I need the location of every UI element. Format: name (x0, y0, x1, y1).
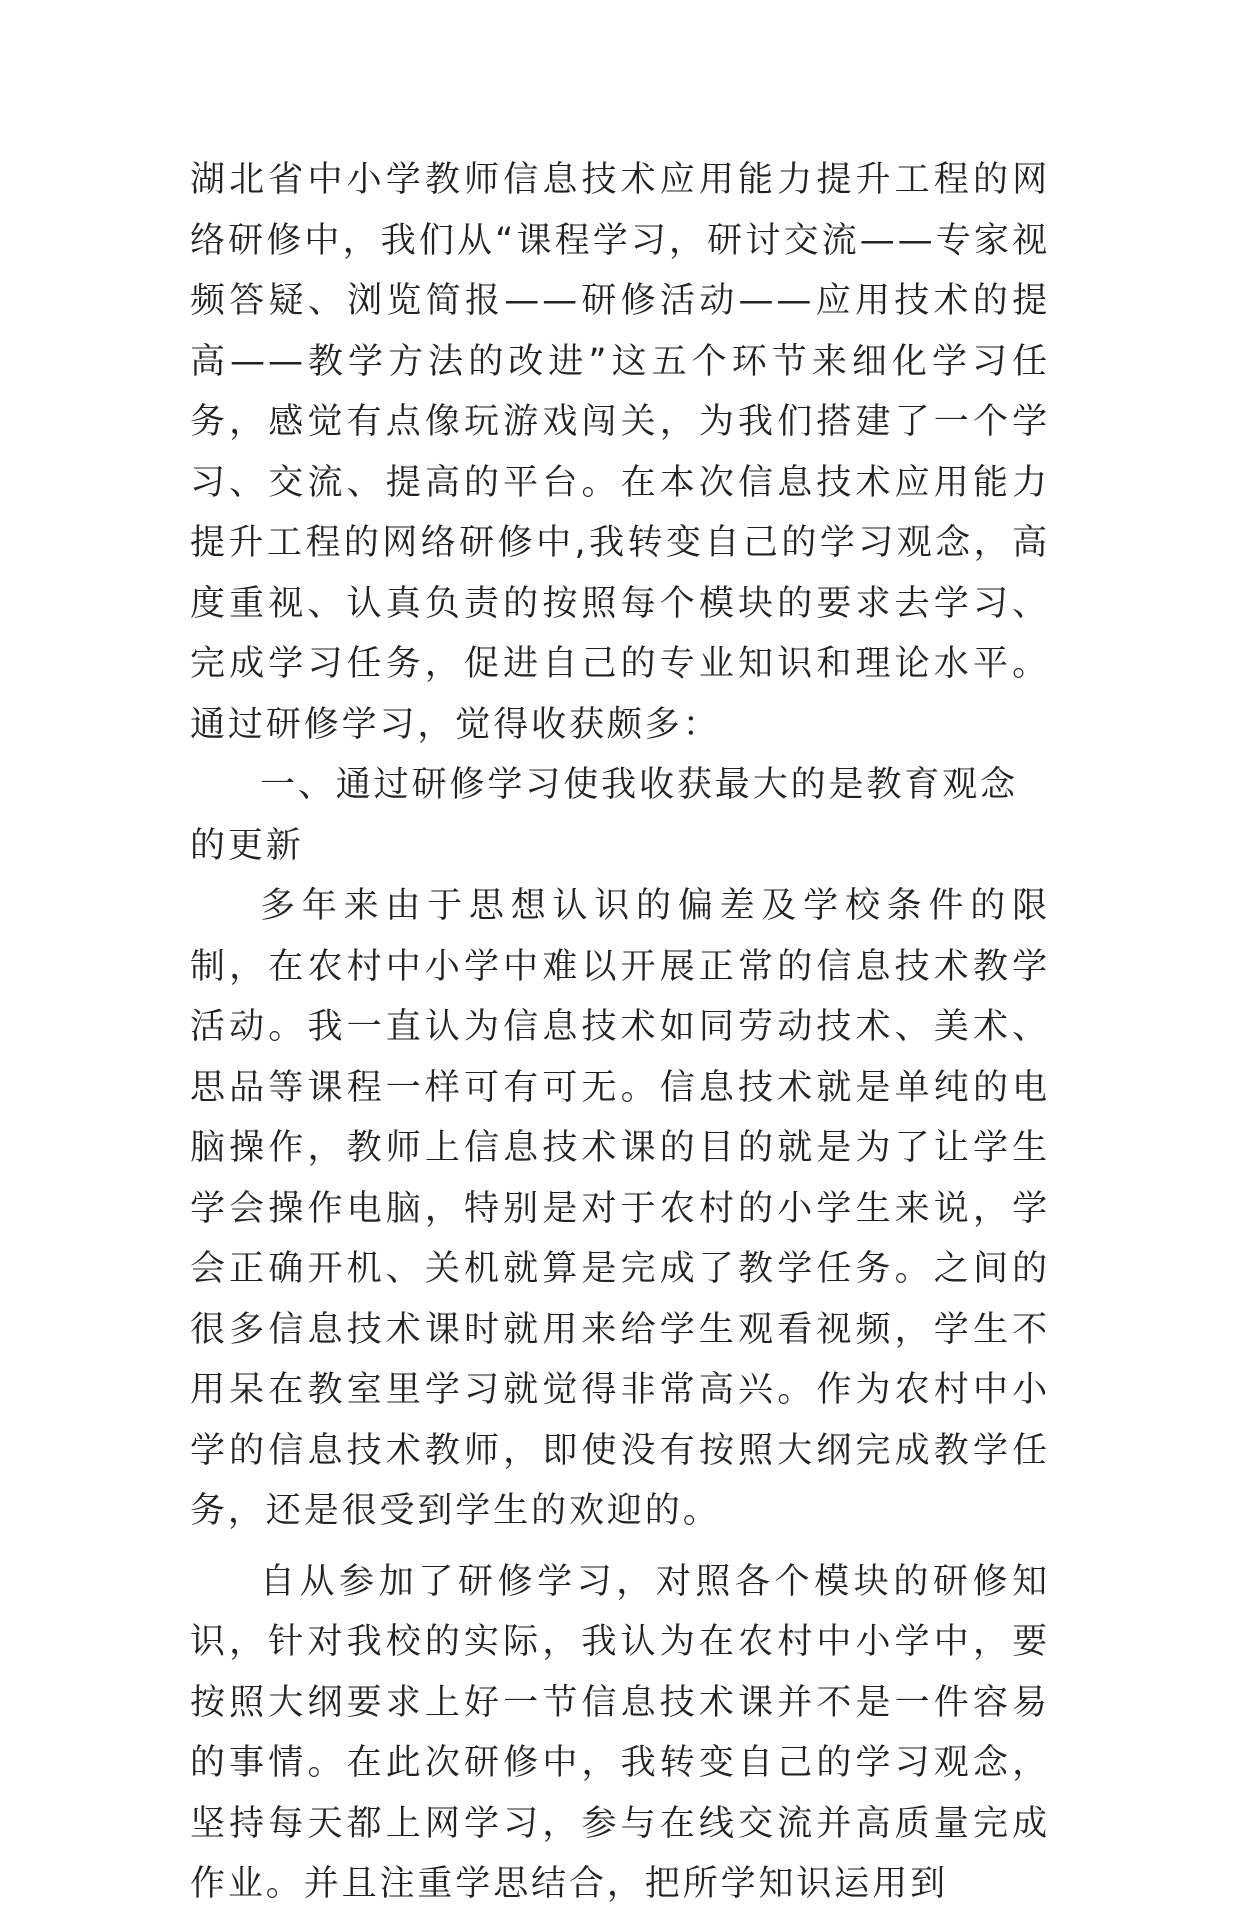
body-paragraph-1: 多年来由于思想认识的偏差及学校条件的限制，在农村中小学中难以开展正常的信息技术教学活动。我一直认为信息技术如同劳动技术、美术、思品等课程一样可有可无。信息技术就是单纯的电脑操作，教师上信息技术课的目的就是为了让学生学会操作电脑，特别是对于农村的小学生来说，学会正确开机、关机就算是完成了教学任务。之间的很多信息技术课时就用来给学生观看视频，学生不用呆在教室里学习就觉得非常高兴。作为农村中小学的信息技术教师，即使没有按照大纲完成教学任务，还是很受到学生的欢迎的。 (190, 886, 1050, 1531)
document-body (190, 150, 1050, 1915)
body-paragraph-2: 自从参加了研修学习，对照各个模块的研修知识，针对我校的实际，我认为在农村中小学中，要按照大纲要求上好一节信息技术课并不是一件容易的事情。在此次研修中，我转变自己的学习观念，坚持每天都上网学习，参与在线交流并高质量完成作业。并且注重学思结合，把所学知识运用到 (190, 1561, 1050, 1904)
intro-paragraph: 湖北省中小学教师信息技术应用能力提升工程的网络研修中，我们从“课程学习，研讨交流——专家视频答疑、浏览简报——研修活动——应用技术的提高——教学方法的改进”这五个环节来细化学习任务，感觉有点像玩游戏闯关，为我们搭建了一个学习、交流、提高的平台。在本次信息技术应用能力提升工程的网络研修中,我转变自己的学习观念，高度重视、认真负责的按照每个模块的要求去学习、完成学习任务，促进自己的专业知识和理论水平。通过研修学习，觉得收获颇多： (190, 160, 1050, 745)
section-heading-1: 一、通过研修学习使我收获最大的是教育观念的更新 (190, 765, 1019, 866)
